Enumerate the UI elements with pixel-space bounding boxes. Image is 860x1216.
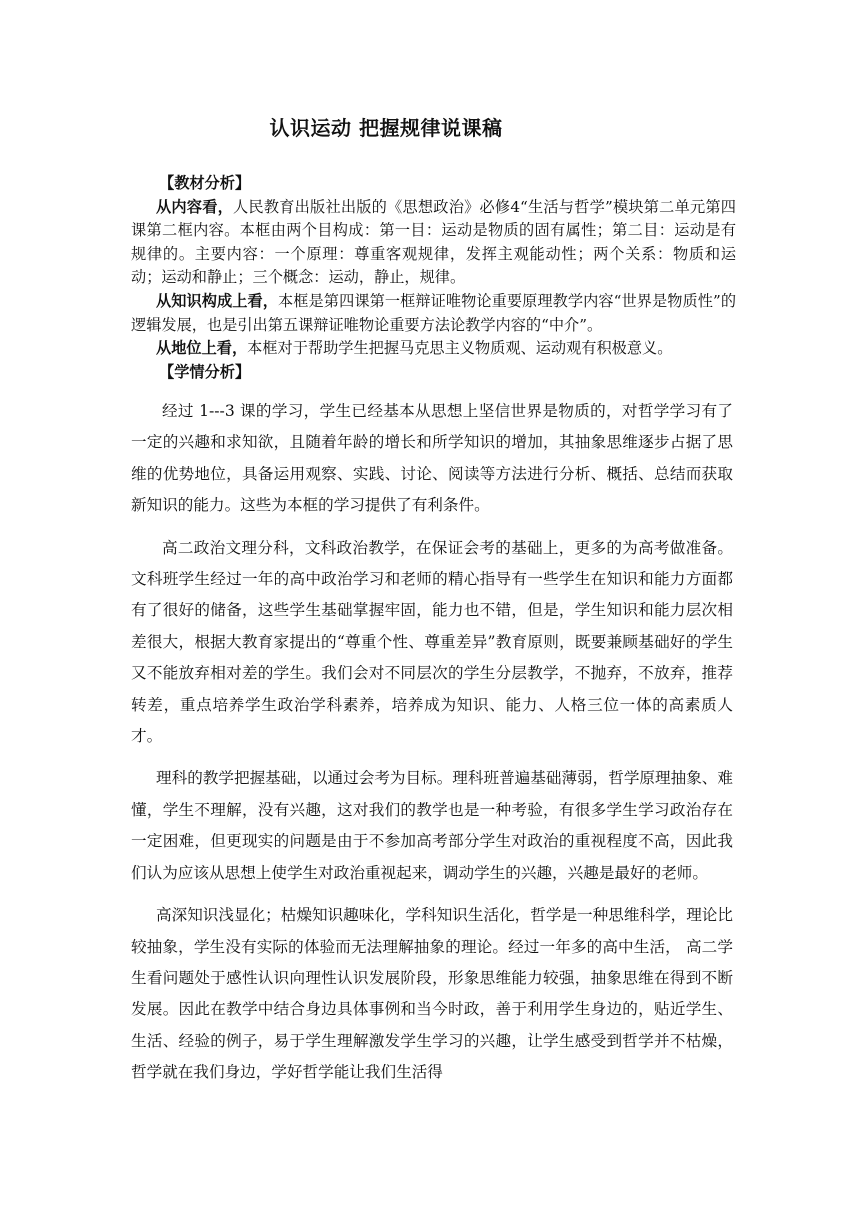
textbook-analysis-section <box>131 172 736 384</box>
paragraph-position <box>131 337 736 361</box>
paragraph-knowledge-structure <box>131 290 736 337</box>
paragraph-text: 本框对于帮助学生把握马克思主义物质观、运动观有积极意义。 <box>247 339 673 358</box>
lead-phrase: 从知识构成上看， <box>156 291 279 310</box>
lead-phrase: 从内容看， <box>156 197 234 216</box>
paragraph-text: 本框是第四课第一框辩证唯物论重要原理教学内容“世界是物质性”的逻辑发展，也是引出第五课辩证唯物论重要方法论教学内容的“中介”。 <box>131 291 737 334</box>
page-title: 认识运动 把握规律说课稿 <box>269 116 503 140</box>
section-heading-textbook-analysis: 【教材分析】 <box>159 174 251 192</box>
paragraph-teaching-approach: 高深知识浅显化；枯燥知识趣味化，学科知识生活化，哲学是一种思维科学，理论比较抽象，学生没有实际的体验而无法理解抽象的理论。经过一年多的高中生活， 高二学生看问题处于感性认识向理性认识发展阶段，形象思维能力较强，抽象思维在得到不断发展。因此在教学中结合身边具体事例和当今时政，善于利用学生身边的，贴近学生、生活、经验的例子，易于学生理解激发学生学习的兴趣，让学生感受到哲学并不枯燥，哲学就在我们身边，学好哲学能让我们生活得 <box>131 906 733 1082</box>
student-analysis-section <box>131 396 733 1100</box>
paragraph-student-foundation: 经过 1---3 课的学习，学生已经基本从思想上坚信世界是物质的，对哲学学习有了一定的兴趣和求知欲，且随着年龄的增长和所学知识的增加，其抽象思维逐步占据了思维的优势地位，具备运用观察、实践、讨论、阅读等方法进行分析、概括、总结而获取新知识的能力。这些为本框的学习提供了有利条件。 <box>131 402 733 515</box>
paragraph-science-class: 理科的教学把握基础，以通过会考为目标。理科班普遍基础薄弱，哲学原理抽象、难懂，学生不理解，没有兴趣，这对我们的教学也是一种考验，有很多学生学习政治存在一定困难，但更现实的问题是由于不参加高考部分学生对政治的重视程度不高，因此我们认为应该从思想上使学生对政治重视起来，调动学生的兴趣，兴趣是最好的老师。 <box>131 769 733 882</box>
paragraph-content-view <box>131 196 736 290</box>
paragraph-arts-class: 高二政治文理分科，文科政治教学，在保证会考的基础上，更多的为高考做准备。文科班学生经过一年的高中政治学习和老师的精心指导有一些学生在知识和能力方面都有了很好的储备，这些学生基础掌握牢固，能力也不错，但是，学生知识和能力层次相差很大，根据大教育家提出的“尊重个性、尊重差异”教育原则，既要兼顾基础好的学生又不能放弃相对差的学生。我们会对不同层次的学生分层教学，不抛弃，不放弃，推荐转差，重点培养学生政治学科素养，培养成为知识、能力、人格三位一体的高素质人才。 <box>131 538 733 746</box>
paragraph-text: 人民教育出版社出版的《思想政治》必修4“生活与哲学”模块第二单元第四课第二框内容。本框由两个目构成：第一目：运动是物质的固有属性；第二目：运动是有规律的。主要内容：一个原理：尊重客观规律，发挥主观能动性；两个关系：物质和运动；运动和静止；三个概念：运动，静止，规律。 <box>131 197 736 287</box>
section-heading-student-analysis: 【学情分析】 <box>159 362 251 381</box>
lead-phrase: 从地位上看， <box>156 339 248 358</box>
